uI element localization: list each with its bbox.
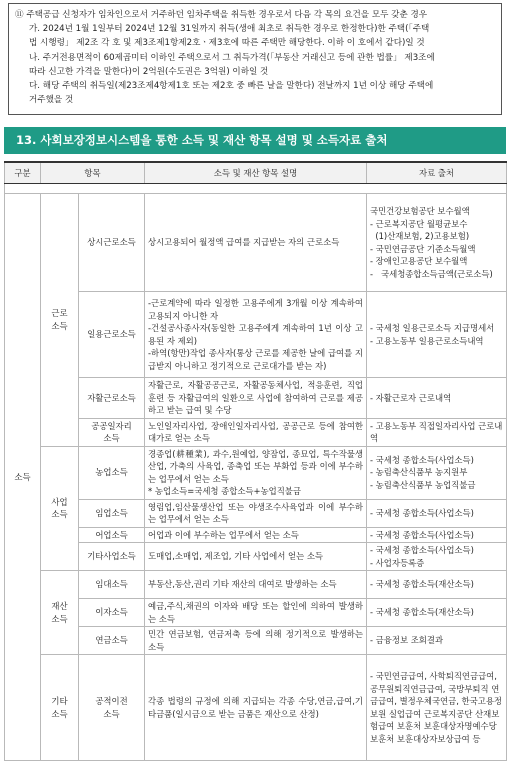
table-row — [5, 527, 507, 543]
note-line: 다. 해당 주택의 취득일(제23조제4항제1호 또는 제2호 중 빠른 날을 말한다) 전날까지 1년 이상 해당 주택에 — [29, 81, 434, 92]
item-description: 자활근로, 자활공공근로, 자활공동체사업, 적응훈련, 직업훈련 등 자활급여의 일환으로 사업에 참여하여 근로를 제공하고 받는 급여 및 수당 — [145, 378, 367, 419]
item-description: -근로계약에 따라 일정한 고용주에게 3개월 이상 계속하여 고용되지 아니한 자 -건설공사종사자(동일한 고용주에게 계속하여 1년 이상 고용된 자 제외) -하역(항만)작업 종사자(통상 근로를 제공한 날에 급여를 지급받지 아니하고 정기적으로 근로대가를 받는 자) — [145, 292, 367, 378]
notes-box — [8, 3, 502, 115]
item-name: 일용근로소득 — [79, 292, 145, 378]
item-source: - 국세청 일용근로소득 지급명세서 - 고용노동부 일용근로소득내역 — [367, 292, 507, 378]
item-source: - 국세청 종합소득(사업소득) - 농림축산식품부 농지원부 - 농림축산식품부 농업직불금 — [367, 446, 507, 499]
group-other: 기타 소득 — [41, 655, 79, 761]
item-source: - 금융정보 조회결과 — [367, 627, 507, 655]
item-name: 공적이전 소득 — [79, 655, 145, 761]
item-source: - 국세청 종합소득(사업소득) - 사업자등록증 — [367, 543, 507, 571]
item-name: 공공일자리 소득 — [79, 418, 145, 446]
item-description: 부동산,동산,권리 기타 재산의 대여로 발생하는 소득 — [145, 571, 367, 599]
table-row — [5, 292, 507, 378]
item-source: - 국세청 종합소득(재산소득) — [367, 599, 507, 627]
item-source: - 고용노동부 직접일자리사업 근로내역 — [367, 418, 507, 446]
group-business: 사업 소득 — [41, 446, 79, 571]
item-name: 임대소득 — [79, 571, 145, 599]
item-description: 예금,주식,채권의 이자와 배당 또는 할인에 의하여 발생하는 소득 — [145, 599, 367, 627]
table-row — [5, 499, 507, 527]
table-row — [5, 418, 507, 446]
item-description: 영림업,임산물생산업 또는 야생조수사육업과 이에 부수하는 업무에서 얻는 소득 — [145, 499, 367, 527]
note-line: 나. 주거전용면적이 60제곱미터 이하인 주택으로서 그 취득가격(「부동산 거래신고 등에 관한 법률」 제3조에 — [29, 52, 435, 63]
income-property-table — [4, 161, 507, 761]
table-row — [5, 599, 507, 627]
item-description: 노인일자리사업, 장애인일자리사업, 공공근로 등에 참여한 대가로 얻는 소득 — [145, 418, 367, 446]
item-name: 임업소득 — [79, 499, 145, 527]
item-source: - 국민연금급여, 사학퇴직연금급여, 공무원퇴직연금급여, 국방부퇴직 연금급여, 별정우체국연금, 한국고용정보원 실업급여 근로복지공단 산재보험급여 보훈처 보훈대상자명예수당 보훈처 보훈대상자보상급여 등 — [367, 655, 507, 761]
header-item: 항목 — [41, 162, 145, 184]
table-row — [5, 194, 507, 292]
item-name: 상시근로소득 — [79, 194, 145, 292]
item-source: - 국세청 종합소득(사업소득) — [367, 527, 507, 543]
item-name: 어업소득 — [79, 527, 145, 543]
spacer-row — [5, 184, 507, 194]
item-description: 도매업,소매업, 제조업, 기타 사업에서 얻는 소득 — [145, 543, 367, 571]
table-row — [5, 571, 507, 599]
section-title: 13. 사회보장정보시스템을 통한 소득 및 재산 항목 설명 및 소득자료 출처 — [4, 127, 506, 154]
category-income: 소득 — [5, 194, 41, 761]
item-source: - 국세청 종합소득(사업소득) — [367, 499, 507, 527]
item-description: 상시고용되어 월정액 급여를 지급받는 자의 근로소득 — [145, 194, 367, 292]
item-name: 연금소득 — [79, 627, 145, 655]
header-source: 자료 출처 — [367, 162, 507, 184]
item-source: - 국세청 종합소득(재산소득) — [367, 571, 507, 599]
note-line: 거주했을 것 — [29, 95, 74, 106]
item-description: 민간 연금보험, 연금저축 등에 의해 정기적으로 발생하는 소득 — [145, 627, 367, 655]
table-row — [5, 655, 507, 761]
header-description: 소득 및 재산 항목 설명 — [145, 162, 367, 184]
header-category: 구분 — [5, 162, 41, 184]
item-description: 각종 법령의 규정에 의해 지급되는 각종 수당,연금,급여,기타금품(일시금으로 받는 금품은 재산으로 산정) — [145, 655, 367, 761]
item-description: 경종업(耕種業), 과수,원예업, 양잠업, 종묘업, 특수작물생산업, 가축의 사육업, 종축업 또는 부화업 등과 이에 부수하는 업무에서 얻는 소득 * 농업소득=국세청 종합소득+농업직불금 — [145, 446, 367, 499]
note-line: 따라 신고한 가격을 말한다)이 2억원(수도권은 3억원) 이하일 것 — [29, 66, 269, 77]
item-name: 기타사업소득 — [79, 543, 145, 571]
item-name: 이자소득 — [79, 599, 145, 627]
item-description: 어업과 이에 부수하는 업무에서 얻는 소득 — [145, 527, 367, 543]
group-labor: 근로 소득 — [41, 194, 79, 447]
group-property: 재산 소득 — [41, 571, 79, 655]
table-row — [5, 446, 507, 499]
item-name: 자활근로소득 — [79, 378, 145, 419]
table-row — [5, 543, 507, 571]
table-row — [5, 627, 507, 655]
item-source: - 자활근로자 근로내역 — [367, 378, 507, 419]
note-line: ⑪ 주택공급 신청자가 임차인으로서 거주하던 임차주택을 취득한 경우로서 다음 각 목의 요건을 모두 갖춘 경우 — [15, 10, 428, 20]
table-header-row — [5, 162, 507, 184]
item-source: 국민건강보험공단 보수월액 - 근로복지공단 월평균보수 (1)산재보험, 2)고용보험) - 국민연금공단 기준소득월액 - 장애인고용공단 보수월액 - 국세청종합소득금액(근로소득) — [367, 194, 507, 292]
note-line: 가. 2024년 1월 1일부터 2024년 12월 31일까지 취득(생애 최초로 취득한 경우로 한정한다)한 주택(「주택 — [29, 24, 430, 35]
note-line: 법 시행령」 제2조 각 호 및 제3조제1항제2호ㆍ제3호에 따른 주택만 해당한다. 이하 이 호에서 같다)일 것 — [29, 38, 425, 49]
table-row — [5, 378, 507, 419]
item-name: 농업소득 — [79, 446, 145, 499]
